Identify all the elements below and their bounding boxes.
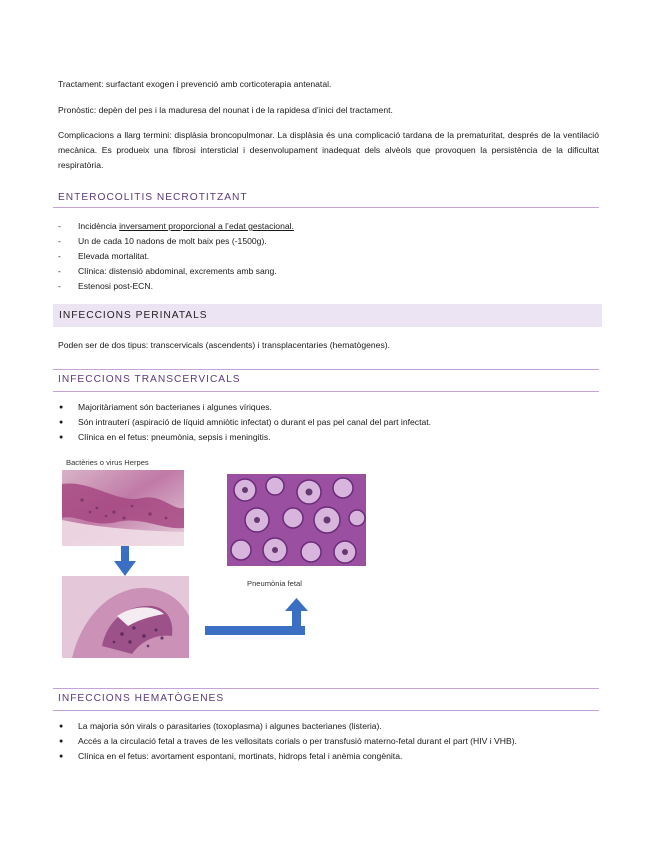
list-item: - Clínica: distensió abdominal, excrements amb sang. xyxy=(58,264,599,279)
list-item: ● La majoria són virals o parasitaries (toxoplasma) i algunes bacterianes (listeria). xyxy=(58,719,599,734)
label-bacteries: Bactèries o virus Herpes xyxy=(66,458,149,467)
paragraph-complicacions: Complicacions a llarg termini: displàsia broncopulmonar. La displàsia és una complicació tardana de la prematuritat, després de la ventilació mecànica. Es produeix una fibrosi intersticial i desenvolupament inadequat dels alvèols que provoquen la persistència de la dificultat respiratòria. xyxy=(58,130,599,170)
paragraph-tractament: Tractament: surfactant exogen i prevenció amb corticoterapia antenatal. xyxy=(58,79,332,89)
label-pneumonia: Pneumònia fetal xyxy=(247,579,302,588)
list-enterocolitis xyxy=(58,219,599,294)
arrow-up-icon xyxy=(205,598,311,638)
histology-image-fetal-pneumonia xyxy=(227,474,366,566)
histology-image-lung-aspiration xyxy=(62,576,189,658)
list-item: - Elevada mortalitat. xyxy=(58,249,599,264)
list-item: ● Són intrauterí (aspiració de líquid amniòtic infectat) o durant el pas pel canal del part infectat. xyxy=(58,415,599,430)
heading-enterocolitis: ENTEROCOLITIS NECROTITZANT xyxy=(53,189,599,208)
underlined-text: inversament proporcional a l’edat gestacional. xyxy=(119,221,294,231)
heading-hematogenes: INFECCIONS HEMATÒGENES xyxy=(53,688,599,711)
paragraph-pronostic: Pronòstic: depèn del pes i la maduresa del nounat i de la rapidesa d’inici del tractament. xyxy=(58,105,393,115)
list-item-prefix: Incidència xyxy=(78,221,120,231)
list-item: - Un de cada 10 nadons de molt baix pes (-1500g). xyxy=(58,234,599,249)
list-item: ● Clínica en el fetus: pneumònia, sepsis i meningitis. xyxy=(58,430,599,445)
list-transcervicals xyxy=(58,400,599,445)
histology-image-placenta xyxy=(62,470,184,546)
list-item: ● Majoritàriament són bacterianes i algunes víriques. xyxy=(58,400,599,415)
paragraph-perinatals: Poden ser de dos tipus: transcervicals (ascendents) i transplacentaries (hematògenes). xyxy=(58,340,390,350)
heading-perinatals: INFECCIONS PERINATALS xyxy=(53,304,602,327)
list-hematogenes xyxy=(58,719,599,764)
arrow-down-icon xyxy=(114,546,136,576)
heading-transcervicals: INFECCIONS TRANSCERVICALS xyxy=(53,369,599,392)
list-item: - Estenosi post-ECN. xyxy=(58,279,599,294)
list-item xyxy=(58,219,599,234)
list-item: ● Accés a la circulació fetal a traves de les vellositats corials o per transfusió materno-fetal durant el part (HIV i VHB). xyxy=(58,734,599,749)
list-item: ● Clínica en el fetus: avortament espontani, mortinats, hidrops fetal i anèmia congènita. xyxy=(58,749,599,764)
